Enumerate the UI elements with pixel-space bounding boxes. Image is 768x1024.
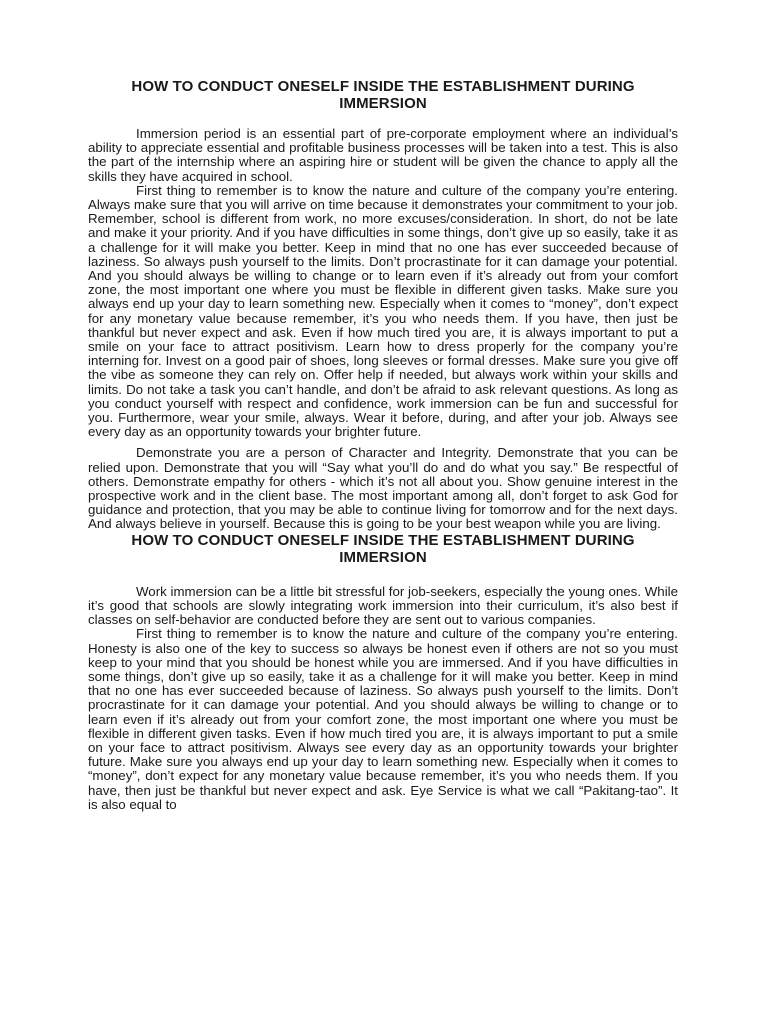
section-1-paragraph-1: Immersion period is an essential part of pre-corporate employment where an individual’s ability to appreciate essential and profitable business processes will be taken into a test. This is also the part of the internship where an aspiring hire or student will be given the chance to apply all the skills they have acquired in school. xyxy=(88,126,678,184)
section-2-title: HOW TO CONDUCT ONESELF INSIDE THE ESTABLISHMENT DURING IMMERSION xyxy=(131,531,635,566)
document-page xyxy=(88,78,678,812)
section-1-paragraph-3: Demonstrate you are a person of Character and Integrity. Demonstrate that you can be relied upon. Demonstrate that you will “Say what you’ll do and do what you say.” Be respectful of others. Demonstrate empathy for others - which it’s not all about you. Show genuine interest in the prospective work and in the client base. The most important among all, don’t forget to ask God for guidance and protection, that you may be able to continue living for tomorrow and for the next days. And always believe in yourself. Because this is going to be your best weapon while you are living. xyxy=(88,445,678,532)
section-1-paragraph-2: First thing to remember is to know the nature and culture of the company you’re entering. Always make sure that you will arrive on time because it demonstrates your commitment to your job. Remember, school is different from work, no more excuses/consideration. In short, do not be late and make it your priority. And if you have difficulties in some things, don’t give up so easily, take it as a challenge for it will make you better. Keep in mind that no one has ever succeeded because of laziness. So always push yourself to the limits. Don’t procrastinate for it can damage your potential. And you should always be willing to change or to learn even if it’s already out from your comfort zone, the most important one where you must be flexible in different given tasks. Make sure you always end up your day to learn something new. Especially when it comes to “money”, don’t expect for any monetary value because remember, it’s you who needs them. If you have, then just be thankful but never expect and ask. Even if how much tired you are, it is always important to put a smile on your face to attract positivism. Learn how to dress properly for the company you’re interning for. Invest on a good pair of shoes, long sleeves or formal dresses. Make sure you give off the vibe as someone they can rely on. Offer help if needed, but always work within your skills and limits. Do not take a task you can’t handle, and don’t be afraid to ask relevant questions. As long as you conduct yourself with respect and confidence, work immersion can be fun and successful for you. Furthermore, wear your smile, always. Wear it before, during, and after your job. Always see every day as an opportunity towards your brighter future. xyxy=(88,182,678,440)
section-2-paragraph-1: Work immersion can be a little bit stressful for job-seekers, especially the young ones. While it’s good that schools are slowly integrating work immersion into their curriculum, it’s also best if classes on self-behavior are conducted before they are sent out to various companies. xyxy=(88,583,678,628)
section-1-title: HOW TO CONDUCT ONESELF INSIDE THE ESTABLISHMENT DURING IMMERSION xyxy=(131,78,635,112)
section-2-paragraph-2: First thing to remember is to know the nature and culture of the company you’re entering. Honesty is also one of the key to success so always be honest even if others are not so you must keep to your mind that you should be honest while you are immersed. And if you have difficulties in some things, don’t give up so easily, take it as a challenge for it will make you better. Keep in mind that no one has ever succeeded because of laziness. So always push yourself to the limits. Don’t procrastinate for it can damage your potential. And you should always be willing to change or to learn even if it’s already out from your comfort zone, the most important one where you must be flexible in different given tasks. Even if how much tired you are, it is always important to put a smile on your face to attract positivism. Always see every day as an opportunity towards your brighter future. Make sure you always end up your day to learn something new. Especially when it comes to “money”, don’t expect for any monetary value because remember, it’s you who needs them. If you have, then just be thankful but never expect and ask. Eye Service is what we call “Pakitang-tao”. It is also equal to xyxy=(88,626,678,812)
